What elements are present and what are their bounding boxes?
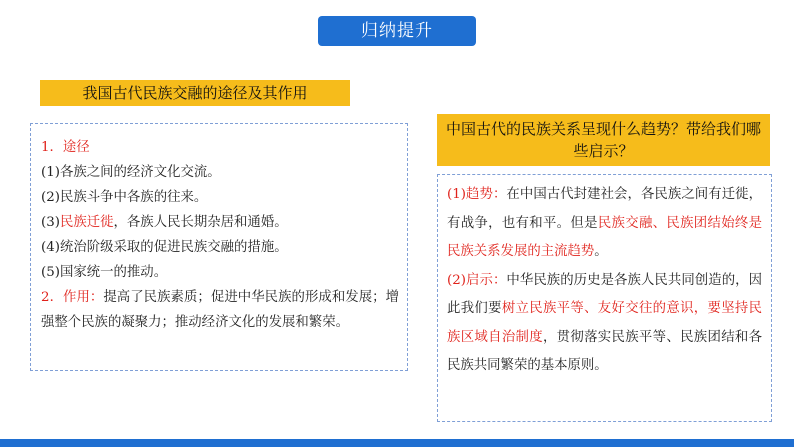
item-text: 国家统一的推动。 [59, 265, 168, 280]
trend-paragraph [447, 181, 762, 267]
left-content-box [30, 123, 408, 371]
trend-end: 。 [594, 244, 608, 259]
item-text: ，各族人民长期杂居和通婚。 [113, 215, 288, 230]
list-item [41, 210, 399, 235]
list-item [41, 185, 399, 210]
right-heading-text: 中国古代的民族关系呈现什么趋势？带给我们哪些启示？ [445, 120, 761, 160]
list-item [41, 260, 399, 285]
insight-text: 中华民族的历史是各族人民共同创造的，因此我们要 [447, 272, 763, 316]
item-highlight: 民族迁徙 [59, 215, 114, 230]
list-item [41, 160, 399, 185]
right-content-box [437, 174, 772, 422]
page-title: 归纳提升 [318, 16, 476, 46]
item-text: 各族之间的经济文化交流。 [59, 165, 221, 180]
insight-paragraph [447, 267, 762, 381]
insight-highlight: 树立民族平等、友好交往的意识，要坚持民族区域自治制度 [447, 301, 763, 345]
item-text: 统治阶级采取的促进民族交融的措施。 [59, 240, 288, 255]
right-heading [437, 114, 770, 166]
left-heading: 我国古代民族交融的途径及其作用 [40, 80, 350, 106]
item-prefix: (4) [41, 240, 60, 255]
section2-paragraph [41, 285, 399, 335]
item-prefix: (5) [41, 265, 60, 280]
item-prefix: (2) [41, 190, 60, 205]
item-text: 民族斗争中各族的往来。 [59, 190, 208, 205]
section1-label: 1．途径 [41, 140, 90, 155]
list-item [41, 235, 399, 260]
insight-end: ，贯彻落实民族平等、民族团结和各民族共同繁荣的基本原则。 [447, 329, 763, 373]
insight-label: (2)启示： [447, 272, 507, 288]
bottom-accent-bar [0, 439, 794, 447]
trend-label: (1)趋势： [447, 187, 507, 202]
item-prefix: (3) [41, 215, 60, 230]
trend-highlight: 民族交融、民族团结始终是民族关系发展的主流趋势 [447, 215, 763, 259]
section2-label: 2．作用： [41, 290, 104, 305]
section2-text: 提高了民族素质；促进中华民族的形成和发展；增强整个民族的凝聚力；推动经济文化的发展和繁荣。 [41, 290, 399, 330]
trend-text: 在中国古代封建社会，各民族之间有迁徙，有战争，也有和平。但是 [447, 187, 763, 231]
item-prefix: (1) [41, 165, 60, 180]
